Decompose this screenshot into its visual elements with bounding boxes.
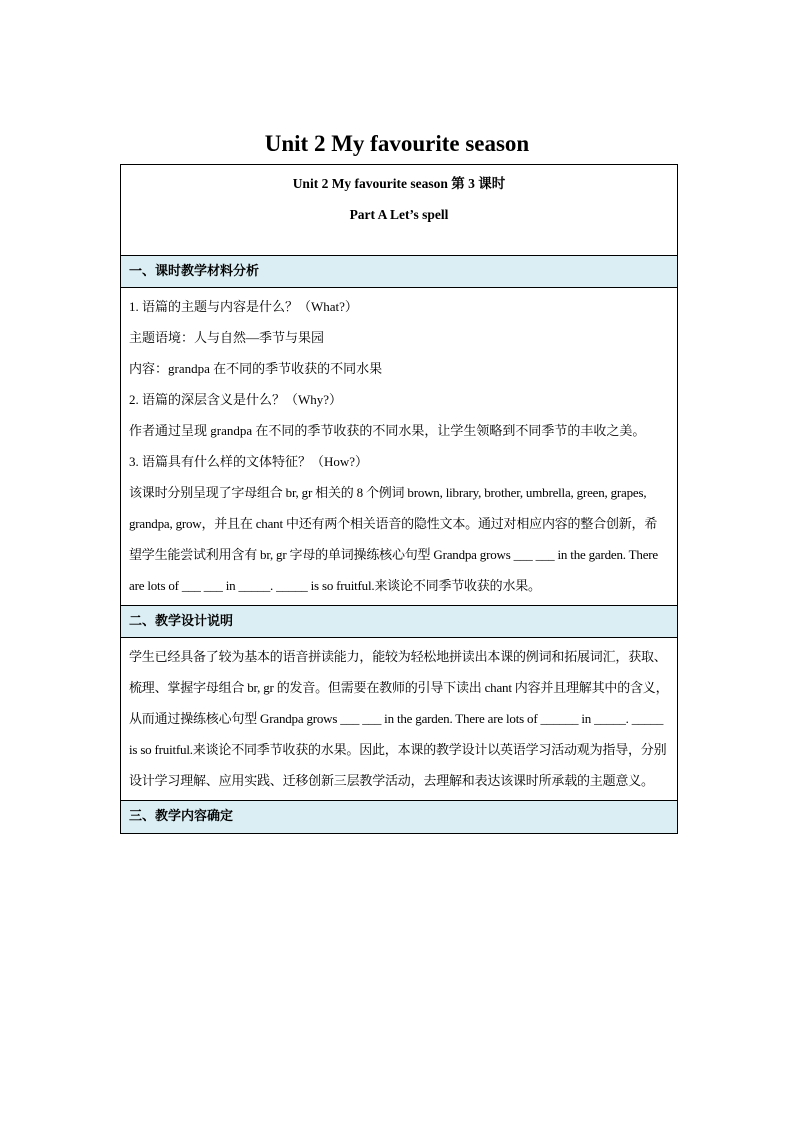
lesson-plan-table <box>120 164 678 834</box>
document-title: Unit 2 My favourite season <box>264 131 530 156</box>
paragraph: 作者通过呈现 grandpa 在不同的季节收获的不同水果，让学生领略到不同季节的丰收之美。 <box>129 423 646 438</box>
paragraph: 内容：grandpa 在不同的季节收获的不同水果 <box>129 361 383 376</box>
paragraph: 1. 语篇的主题与内容是什么？（What?） <box>129 299 358 314</box>
lesson-title: Unit 2 My favourite season 第 3 课时 <box>292 176 506 191</box>
section-body-design-notes <box>121 638 677 801</box>
paragraph: 2. 语篇的深层含义是什么？（Why?） <box>129 392 343 407</box>
paragraph: 3. 语篇具有什么样的文体特征？（How?） <box>129 454 369 469</box>
table-header-cell <box>121 165 677 256</box>
section-heading-content: 三、教学内容确定 <box>121 801 677 833</box>
paragraph: 学生已经具备了较为基本的语音拼读能力，能较为轻松地拼读出本课的例词和拓展词汇，获取、梳理、掌握字母组合 br, gr 的发音。但需要在教师的引导下读出 chant 内容并且理解其中的含义，从而通过操练核心句型 Grandpa grows ___ ___ in the garden. There are lots of ______ in _____. _____ is so fruitful.来谈论不同季节收获的水果。因此，本课的教学设计以英语学习活动观为指导，分别设计学习理解、应用实践、迁移创新三层教学活动，去理解和表达该课时所承载的主题意义。 <box>129 649 669 788</box>
section-heading-design-notes: 二、教学设计说明 <box>121 606 677 638</box>
lesson-part: Part A Let’s spell <box>349 207 449 222</box>
paragraph: 该课时分别呈现了字母组合 br, gr 相关的 8 个例词 brown, library, brother, umbrella, green, grapes, grandpa, grow，并且在 chant 中还有两个相关语音的隐性文本。通过对相应内容的整合创新，希望学生能尝试利用含有 br, gr 字母的单词操练核心句型 Grandpa grows ___ ___ in the garden. There are lots of ___ ___ in _____. _____ is so fruitful.来谈论不同季节收获的水果。 <box>129 485 658 593</box>
section-body-material-analysis <box>121 288 677 606</box>
paragraph: 主题语境：人与自然—季节与果园 <box>129 330 325 345</box>
section-heading-material-analysis: 一、课时教学材料分析 <box>121 256 677 288</box>
